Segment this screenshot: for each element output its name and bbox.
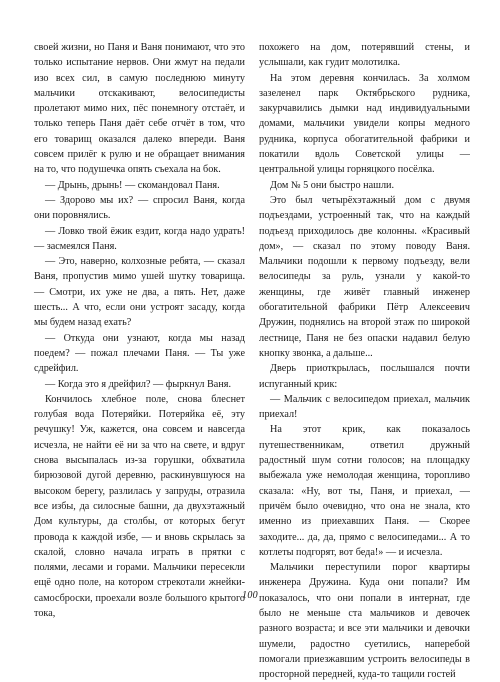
paragraph: — Ловко твой ёжик ездит, когда надо удрать! — засмеялся Паня. [34, 225, 245, 252]
paragraph: Дом № 5 они быстро нашли. [270, 179, 395, 191]
paragraph: похожего на дом, потерявший стены, и услышали, как гудит молотилка. [259, 42, 470, 69]
page-number: 100 [242, 590, 258, 601]
paragraph: — Когда это я дрейфил? — фыркнул Ваня. [45, 378, 232, 390]
paragraph: — Здорово мы их? — спросил Ваня, когда они поровнялись. [34, 194, 245, 222]
paragraph: — Это, наверно, колхозные ребята, — сказал Ваня, пропустив мимо ушей шутку товарища. — Смотри, их уже не два, а пять. Нет, даже шесть... А что, если они устроят засаду, когда мы будем назад ехать? [34, 256, 245, 329]
right-text-column [259, 40, 470, 682]
paragraph: Кончилось хлебное поле, снова блеснет голубая вода Потеряйки. Потеряйка её, эту речушку! Уж, кажется, она совсем и навсегда исчезла, не найти её ни за что на свете, и вдруг снова высыпалась из-за горушки, обхватила бирюзовой дугой деревню, раскинувшуюся на высоком берегу, разлилась у запруды, отразила все избы, да силосные башни, да двухэтажный Дом культуры, да столбы, от которых бегут провода к каждой избе, — и вновь скрылась за скалой, словно начала играть в прятки с полями, лесами и горами. Мальчики пересекли ещё одно поле, на котором стрекотали жнейки-самосброски, проехали возле большого крытого тока, [34, 393, 245, 619]
paragraph: Это был четырёхэтажный дом с двумя подъездами, устроенный так, что на каждый подъезд приходилось две колонны. «Красивый дом», — сказал по этому поводу Ваня. Мальчики подошли к первому подъезду, вели велосипеды за руль, узнали у какой-то женщины, где живёт главный инженер обогатительной фабрики Пётр Алексеевич Дружин, поднялись на второй этаж по широкой лестнице, Паня не без опаски надавил белую кнопку звонка, а дальше... [259, 194, 470, 359]
paragraph: На этот крик, как показалось путешественникам, ответил дружный радостный шум сотни голосов; на площадку выбежала уже немолодая женщина, торопливо сказала: «Ну, вот ты, Паня, и приехал, — причём было очевидно, что она не знала, кто именно из приехавших Паня. — Скорее заходите... да, да, прямо с велосипедами... А то котлеты подгорят, вот беда!» — и исчезла. [259, 424, 470, 558]
left-text-column [34, 40, 245, 621]
paragraph: На этом деревня кончилась. За холмом зазеленел парк Октябрьского рудника, закурчавились дымки над индивидуальными домами, мальчики увидели копры медного рудника, корпуса обогатительной фабрики и покатили вдоль Советской улицы — центральной улицы горняцкого посёлка. [259, 72, 470, 176]
paragraph: — Дрынь, дрынь! — скомандовал Паня. [45, 179, 220, 191]
paragraph: Дверь приоткрылась, послышался почти испуганный крик: [259, 363, 470, 390]
paragraph: — Откуда они узнают, когда мы назад поедем? — пожал плечами Паня. — Ты уже сдрейфил. [34, 332, 245, 375]
paragraph: своей жизни, но Паня и Ваня понимают, что это только испытание нервов. Они жмут на педали изо всех сил, в самую последнюю минуту мальчики отскакивают, велосипедисты пролетают мимо них, пёс понемногу отстаёт, и только теперь Паня даёт себе отчёт в том, что его товарищ оказался далеко впереди. Ваня совсем прилёг к рулю и не обращает внимания на то, что подушечка опять съехала на бок. [34, 42, 245, 176]
paragraph: Мальчики переступили порог квартиры инженера Дружина. Куда они попали? Им показалось, что они попали в интернат, где было не меньше ста мальчиков и девочек разного возраста; и все эти мальчики и девочки шумели, радостно суетились, наперебой помогали приезжавшим устроить велосипеды в просторной передней, куда-то тащили гостей [259, 562, 470, 681]
paragraph: — Мальчик с велосипедом приехал, мальчик приехал! [259, 393, 470, 421]
